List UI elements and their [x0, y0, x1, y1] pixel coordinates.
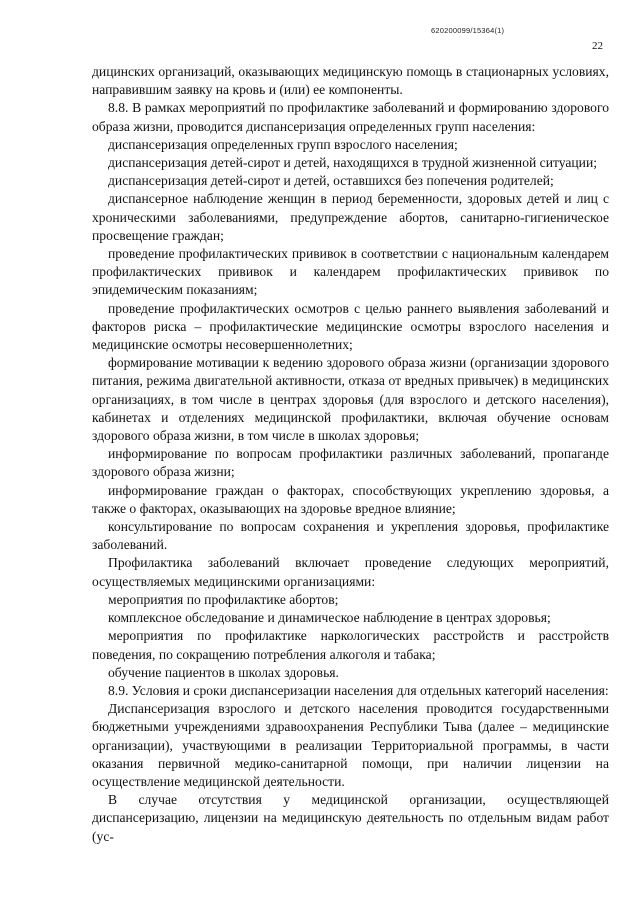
- list-item: диспансерное наблюдение женщин в период беременности, здоровых детей и лиц с хроническими заболеваниями, предупреждение абортов, санитарно-гигиеническое просвещение граждан;: [92, 191, 609, 243]
- list-item: мероприятия по профилактике наркологических расстройств и расстройств поведения, по сокращению потребления алкоголя и табака;: [92, 628, 609, 662]
- paragraph-section-8-8: 8.8. В рамках мероприятий по профилактике заболеваний и формированию здорового образа жизни, проводится диспансеризация определенных групп населения:: [92, 100, 609, 134]
- list-item: консультирование по вопросам сохранения и укрепления здоровья, профилактике заболеваний.: [92, 519, 609, 553]
- list-item: проведение профилактических осмотров с целью раннего выявления заболеваний и факторов риска – профилактические медицинские осмотры взрослого населения и медицинские осмотры несовершеннолетних;: [92, 300, 609, 353]
- document-body: [92, 63, 609, 846]
- list-item: диспансеризация определенных групп взрослого населения;: [108, 136, 458, 152]
- paragraph-continuation: дицинских организаций, оказывающих медицинскую помощь в стационарных условиях, направившим заявку на кровь и (или) ее компоненты.: [92, 64, 609, 98]
- paragraph: Профилактика заболеваний включает проведение следующих мероприятий, осуществляемых медицинскими организациями:: [92, 555, 609, 589]
- paragraph: Диспансеризация взрослого и детского населения проводится государственными бюджетными учреждениями здравоохранения Республики Тыва (далее – медицинские организации), участвующими в реализации Территориальной программы, в части оказания первичной медико-санитарной помощи, при наличии лицензии на осуществление медицинской деятельности.: [92, 701, 609, 789]
- list-item: обучение пациентов в школах здоровья.: [108, 664, 339, 680]
- list-item: диспансеризация детей-сирот и детей, оставшихся без попечения родителей;: [108, 173, 554, 189]
- list-item: проведение профилактических прививок в соответствии с национальным календарем профилактических прививок и календарем профилактических прививок по эпидемическим показаниям;: [92, 246, 609, 298]
- list-item: информирование граждан о факторах, способствующих укреплению здоровья, а также о факторах, оказывающих на здоровье вредное влияние;: [92, 482, 609, 516]
- list-item: формирование мотивации к ведению здорового образа жизни (организации здорового питания, режима двигательной активности, отказа от вредных привычек) в медицинских организациях, в том числе в центрах здоровья (для взрослого и детского населения), кабинетах и отделениях медицинской профилактики, включая обучение основам здорового образа жизни, в том числе в школах здоровья;: [92, 355, 609, 444]
- list-item: диспансеризация детей-сирот и детей, находящихся в трудной жизненной ситуации;: [108, 155, 597, 171]
- list-item: комплексное обследование и динамическое наблюдение в центрах здоровья;: [108, 610, 551, 626]
- document-code: 620200099/15364(1): [431, 26, 505, 35]
- paragraph: В случае отсутствия у медицинской организации, осуществляющей диспансеризацию, лицензии на медицинскую деятельность по отдельным видам работ (ус-: [92, 792, 609, 844]
- page-number: 22: [592, 40, 603, 52]
- paragraph-section-8-9: 8.9. Условия и сроки диспансеризации населения для отдельных категорий населения:: [108, 682, 609, 698]
- list-item: мероприятия по профилактике абортов;: [108, 591, 339, 607]
- list-item: информирование по вопросам профилактики различных заболеваний, пропаганде здорового образа жизни;: [92, 446, 609, 480]
